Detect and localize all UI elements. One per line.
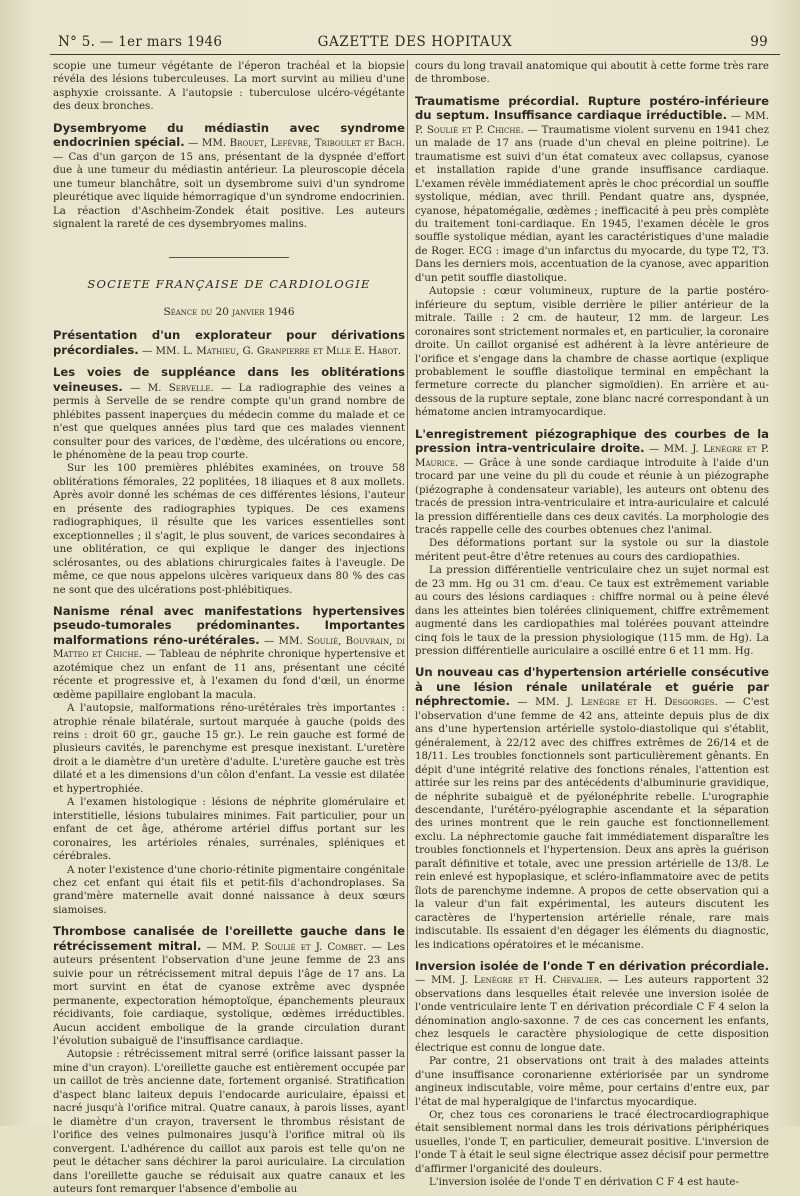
session-date: Séance du 20 janvier 1946 bbox=[163, 305, 295, 318]
article-authors: — MM. J. Lenègre et H. Desgorges. — bbox=[509, 696, 743, 709]
article-body: Grâce à une sonde cardiaque introduite à l'aide d'un trocard par une veine du pli du coude et réunie à un piézographe (piézographe à condensateur variable), les auteurs ont obtenu des tracés de pression intra-ventriculaire et intra-auriculaire et calculé la pression différentielle dans ces deux cavités. La morphologie des tracés rappelle celle des courbes obtenues chez l'animal. bbox=[415, 456, 769, 536]
column-divider bbox=[407, 60, 408, 1110]
article-title: Présentation d'un explorateur pour dérivations précordiales. bbox=[53, 328, 405, 357]
article-paragraph: La pression différentielle ventriculaire chez un sujet normal est de 23 mm. Hg ou 31 cm. d'eau. Ce taux est extrêmement variable au cours des lésions cardiaques : chiffre normal ou à peine élevé dans les atteintes bien tolérées cliniquement, chiffre extrêmement augmenté dans les cardiopathies mal tolérées pouvant atteindre cinq fois le taux de la pression physiologique (115 mm. de Hg). La pression différentielle auriculaire a oscillé entre 6 et 11 mm. Hg. bbox=[415, 564, 769, 658]
article-authors: — MM. J. Lenègre et P. Maurice. — bbox=[415, 443, 769, 469]
journal-title: GAZETTE DES HOPITAUX bbox=[317, 34, 513, 50]
article-traumatisme bbox=[415, 95, 769, 420]
article-paragraph: Sur les 100 premières phlébites examinées, on trouve 58 oblitérations fémorales, 22 poplitées, 18 iliaques et 8 aux mollets. Après avoir donné les schémas de ces différentes lésions, l'auteur en présente des radiographies typiques. De ces examens radiographiques, il résulte que les varices essentielles sont exceptionnelles ; il s'agit, le plus souvent, de varices secondaires à une oblitération, ce qui explique le danger des injections sclérosantes, ou des ablations chirurgicales faites à l'aveugle. De même, ce que nous appelons ulcères variqueux dans 80 % des cas ne sont que des ulcérations post-phlébitiques. bbox=[53, 462, 405, 596]
article-body: Les auteurs rapportent 32 observations dans lesquelles était relevée une inversion isolée de l'onde ventriculaire lente T en dérivation précordiale C F 4 selon la dénomination anglo-saxonne. 7 de ces cas concernent les enfants, chez lesquels le caractère physiologique de cette disposition électrique est connu de longue date. bbox=[415, 974, 769, 1054]
article-authors: — MM. Soulié, Bouvrain, di Matteo et Chiche. — bbox=[53, 634, 406, 661]
article-voies-suppleance bbox=[53, 366, 405, 597]
article-authors: — MM. Brouet, Lefèvre, Tribouleт et Bach. — bbox=[53, 137, 405, 163]
article-hypertension bbox=[415, 666, 769, 952]
article-authors: — MM. L. Mathieu, G. Granpierre et Mlle E. Habot. bbox=[138, 344, 402, 357]
article-paragraph: Autopsie : cœur volumineux, rupture de la partie postéro-inférieure du septum, visible derrière le pilier antérieur de la mitrale. Taille : 2 cm. de hauteur, 12 mm. de largeur. Les coronaires sont strictement normales et, en particulier, la coronaire droite. Un caillot organisé est adhérent à la lèvre antérieure de l'orifice et s'engage dans la chambre de chasse aortique (explique probablement le souffle diastolique terminal en empêchant la fermeture correcte du plancher sigmoïdien). En arrière et au-dessous de la rupture septale, zone blanc nacré correspondant à un hématome ancien intramyocardique. bbox=[415, 285, 769, 419]
article-authors: — MM. P. Soulié et P. Chiche. — bbox=[415, 110, 769, 136]
article-authors: — M. Servelle. — bbox=[122, 381, 239, 394]
article-paragraph: Par contre, 21 observations ont trait à des malades atteints d'une insuffisance coronarienne extériorisée par un syndrome angineux indiscutable, voire même, pour certains d'entre eux, par l'état de mal hyperalgique de l'infarctus myocardique. bbox=[415, 1055, 769, 1108]
issue-number: N° 5. — 1er mars 1946 bbox=[58, 34, 223, 50]
continued-text: cours du long travail anatomique qui aboutit à cette forme très rare de thrombose. bbox=[415, 60, 769, 86]
article-nanisme-renal bbox=[53, 605, 405, 917]
page-header bbox=[50, 28, 780, 55]
article-inversion-onde-t bbox=[415, 960, 769, 1190]
article-paragraph: A l'examen histologique : lésions de néphrite glomérulaire et interstitielle, lésions tubulaires minimes. Fait particulier, pour un enfant de cet âge, athérome artériel diffus portant sur les coronaires, les artérioles rénales, surrénales, spléniques et cérébrales. bbox=[53, 796, 405, 863]
continued-text: scopie une tumeur végétante de l'éperon trachéal et la biopsie révéla des lésions tuberculeuses. La mort survint au milieu d'une asphyxie croissante. A l'autopsie : tuberculose ulcéro-végétante des deux bronches. bbox=[53, 60, 405, 113]
article-explorateur bbox=[53, 329, 405, 358]
article-body: Les auteurs présentent l'observation d'une jeune femme de 23 ans suivie pour un rétrécissement mitral depuis l'âge de 17 ans. La mort survint en état de cyanose extrême avec dyspnée permanente, expectoration hémoptoïque, épanchements pleuraux récidivants, foie cardiaque, systolique, œdèmes irréductibles. Aucun accident embolique de la grande circulation durant l'évolution subaiguë de l'insuffisance cardiaque. bbox=[53, 940, 405, 1047]
article-authors: — MM. P. Soulié et J. Combet. — bbox=[201, 940, 387, 953]
article-dysembryome bbox=[53, 122, 405, 232]
page-number: 99 bbox=[750, 34, 768, 50]
article-title: Dysembryome du médiastin avec syndrome endocrinien spécial. bbox=[53, 120, 405, 150]
section-separator bbox=[169, 257, 289, 258]
article-paragraph: Autopsie : rétrécissement mitral serré (orifice laissant passer la mine d'un crayon). L'oreillette gauche est entièrement occupée par un caillot de très ancienne date, fortement organisé. Stratification d'aspect blanc laiteux depuis l'endocarde auriculaire, épaissi et nacré jusqu'à l'orifice mitral. Quatre canaux, à parois lisses, ayant le diamètre d'un crayon, traversent le thrombus résistant de l'orifice des veines pulmonaires jusqu'à l'orifice mitral où ils convergent. L'adhérence du caillot aux parois est telle qu'on ne peut le détacher sans déchirer la paroi auriculaire. La circulation dans l'oreillette gauche se réduisait aux quatre canaux et les auteurs font remarquer l'absence d'embolie au bbox=[53, 1048, 405, 1195]
article-thrombose bbox=[53, 925, 405, 1196]
article-body: C'est l'observation d'une femme de 42 ans, atteinte depuis plus de dix ans d'une hypertension artérielle systolo-diastolique qui s'établit, généralement, à 22/12 avec des chiffres extrêmes de 26/14 et de 18/11. Les troubles fonctionnels sont particulièrement gênants. En dépit d'une intégrité relative des fonctions rénales, l'attention est attirée sur les reins par des antécédents d'albuminurie gravidique, de néphrite subaiguë et de pyélonéphrite rebelle. L'urographie descendante, l'urétéro-pyélographie ascendante et la séparation des urines montrent que le rein gauche est fonctionnellement exclu. La néphrectomie gauche fait immédiatement disparaître les troubles fonctionnels et l'hypertension. Deux ans après la guérison paraît définitive et totale, avec une pression artérielle de 13/8. Le rein enlevé est hypoplasique, et scléro-inflammatoire avec de petits îlots de parenchyme indemne. A propos de cette observation qui a la valeur d'un fait expérimental, les auteurs discutent les caractères de l'hypertension artérielle rénale, rare mais indiscutable. Ils essaient d'en dégager les éléments du diagnostic, les indications opératoires et le mécanisme. bbox=[415, 696, 769, 951]
article-piezographique bbox=[415, 428, 769, 659]
article-title: Un nouveau cas d'hypertension artérielle consécutive à une lésion rénale unilatérale et guérie par néphrectomie. bbox=[415, 665, 769, 709]
article-body: Cas d'un garçon de 15 ans, présentant de la dyspnée d'effort due à une tumeur du médiastin antérieur. La pleuroscopie décela une tumeur blanchâtre, soit un dysembrome suivi d'un syndrome pleurétique avec liquide hémorragique d'un syndrome endocrinien. La réaction d'Aschheim-Zondek était positive. Les auteurs signalent la rareté de ces dysembryomes malins. bbox=[53, 150, 405, 230]
article-paragraph: Des déformations portant sur la systole ou sur la diastole méritent peut-être d'être retenues au cours des cardiopathies. bbox=[415, 537, 769, 563]
article-body: La radiographie des veines a permis à Servelle de se rendre compte qu'un grand nombre de phlébites passent inaperçues du médecin comme du malade et ce n'est que quelques années plus tard que ces malades viennent consulter pour des varices, de l'œdème, des ulcérations ou encore, le phénomène de la peau trop courte. bbox=[53, 381, 405, 461]
article-paragraph: A l'autopsie, malformations réno-urétérales très importantes : atrophie rénale bilatérale, surtout marquée à gauche (poids des reins : droit 60 gr., gauche 15 gr.). Le rein gauche est formé de plusieurs cavités, le parenchyme est presque inexistant. L'uretère droit a le diamètre d'un uretère d'adulte. L'uretère gauche est très dilaté et a les dimensions d'un côlon d'enfant. La vessie est dilatée et hypertrophiée. bbox=[53, 702, 405, 795]
article-body: Tableau de néphrite chronique hypertensive et azotémique chez un enfant de 11 ans, présentant une cécité récente et progressive et, à l'examen du fond d'œil, un énorme œdème papillaire englobant la macula. bbox=[53, 648, 405, 701]
article-title: Inversion isolée de l'onde T en dérivation précordiale. bbox=[415, 959, 769, 973]
article-title: Thrombose canalisée de l'oreillette gauche dans le rétrécissement mitral. bbox=[53, 924, 405, 953]
article-title: Les voies de suppléance dans les oblitérations veineuses. bbox=[53, 365, 405, 394]
society-heading: SOCIETE FRANÇAISE DE CARDIOLOGIE bbox=[87, 277, 371, 292]
left-column bbox=[53, 60, 405, 1196]
article-title: Traumatisme précordial. Rupture postéro-inférieure du septum. Insuffisance cardiaque irréductible. bbox=[415, 93, 769, 123]
article-paragraph: Or, chez tous ces coronariens le tracé électrocardiographique était sensiblement normal dans les trois dérivations périphériques usuelles, l'onde T, en particulier, demeurait positive. L'inversion de l'onde T à était le seul signe électrique assez décisif pour permettre d'affirmer l'organicité des douleurs. bbox=[415, 1108, 769, 1175]
article-title: L'enregistrement piézographique des courbes de la pression intra-ventriculaire droite. bbox=[415, 426, 769, 456]
article-title: Nanisme rénal avec manifestations hypertensives pseudo-tumorales prédominantes. Importantes malformations réno-urétérales. bbox=[53, 603, 405, 647]
article-paragraph: L'inversion isolée de l'onde T en dérivation C F 4 est haute- bbox=[429, 1176, 739, 1189]
article-body: Traumatisme violent survenu en 1941 chez un malade de 17 ans (ruade d'un cheval en pleine poitrine). Le traumatisme est suivi d'un état comateux avec collapsus, cyanose et installation rapide d'une grande insuffisance cardiaque. L'examen révèle immédiatement après le choc précordial un souffle systolique, médian, avec thrill. Pendant quatre ans, dyspnée, cyanose, hépatomégalie, œdèmes ; inefficacité à peu près complète du traitement toni-cardiaque. En 1945, l'examen décèle le gros souffle systolique médian, ayant les caractéristiques d'une maladie de Roger. ECG : image d'un infarctus du myocarde, du type T2, T3. Dans les derniers mois, accentuation de la cyanose, avec apparition d'un petit souffle diastolique. bbox=[415, 123, 769, 284]
article-paragraph: A noter l'existence d'une chorio-rétinite pigmentaire congénitale chez cet enfant qui était fils et petit-fils d'achondroplases. Sa grand'mère maternelle avait donné naissance à deux sœurs siamoises. bbox=[53, 863, 405, 916]
article-authors: — MM. J. Lenègre et H. Chevalier. — bbox=[415, 974, 625, 987]
right-column bbox=[415, 60, 769, 1190]
